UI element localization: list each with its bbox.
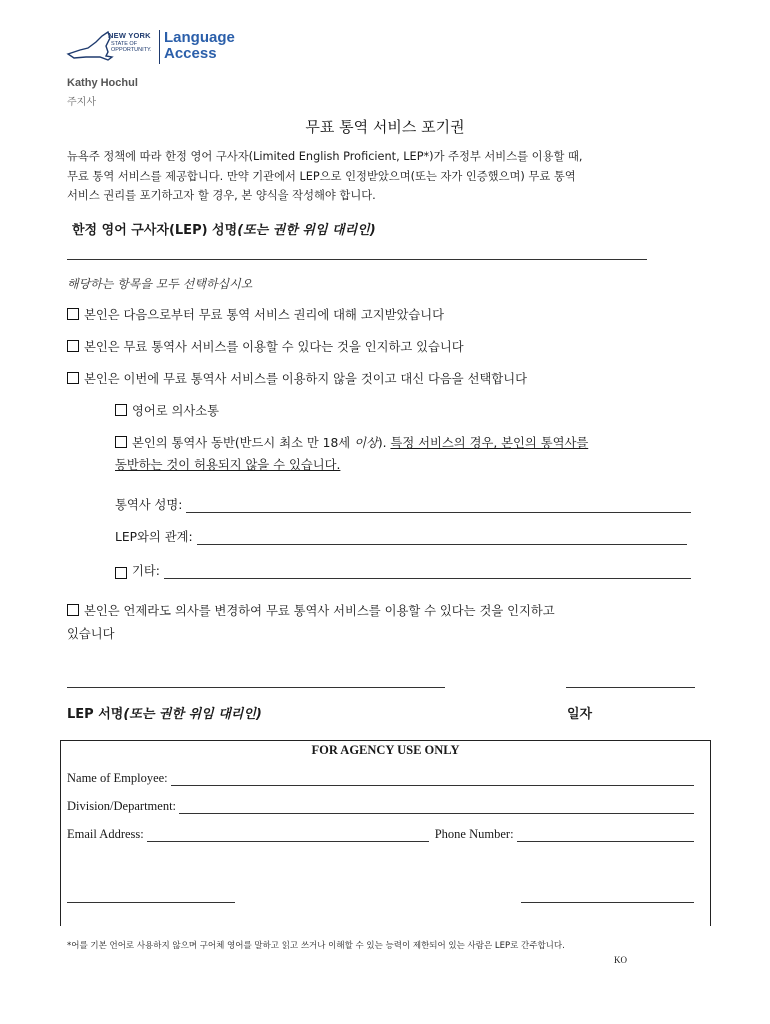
option-decline-checkbox[interactable] bbox=[67, 372, 79, 384]
other-checkbox[interactable] bbox=[115, 567, 127, 579]
division-label: Division/Department: bbox=[67, 799, 177, 813]
option-change-mind-label1: 본인은 언제라도 의사를 변경하여 무료 통역사 서비스를 이용할 수 있다는 것을 인지하고 bbox=[84, 604, 555, 618]
lep-signature-field[interactable] bbox=[67, 687, 445, 688]
logo-text-line1: Language bbox=[164, 29, 235, 46]
logo-tagline bbox=[111, 41, 155, 53]
lep-name-label-italic: (또는 권한 위임 대리인) bbox=[237, 223, 376, 238]
option-decline bbox=[67, 369, 527, 389]
phone-field[interactable] bbox=[517, 829, 694, 842]
footnote: *어를 기본 언어로 사용하지 않으며 구어체 영어를 말하고 읽고 쓰거나 이해할 수 있는 능력이 제한되어 있는 사람은 LEP로 간주합니다. bbox=[67, 941, 565, 951]
employee-name-field[interactable] bbox=[171, 773, 694, 786]
option-change-mind bbox=[67, 600, 707, 646]
agency-signature-field[interactable] bbox=[67, 902, 235, 903]
option-notified-checkbox[interactable] bbox=[67, 308, 79, 320]
other-label: 기타: bbox=[132, 564, 160, 578]
intro-line: 무료 통역 서비스를 제공합니다. 만약 기관에서 LEP으로 인정받았으며(또는 자가 인증했으며) 무료 통역 bbox=[67, 169, 576, 183]
interpreter-name-row bbox=[115, 495, 691, 513]
interpreter-name-field[interactable] bbox=[186, 498, 691, 513]
lep-signature-label-text: LEP 서명 bbox=[67, 707, 124, 722]
language-access-logo-text bbox=[164, 30, 235, 62]
lep-name-field[interactable] bbox=[67, 259, 647, 260]
sub-option-own-interpreter-warning2: 동반하는 것이 허용되지 않을 수 있습니다. bbox=[115, 458, 341, 472]
sub-option-own-interpreter-text: 본인의 통역사 동반(반드시 최소 만 18세 bbox=[132, 436, 355, 450]
lep-signature-label bbox=[67, 703, 262, 722]
lep-name-label bbox=[72, 219, 376, 238]
sub-option-own-interpreter bbox=[115, 432, 715, 476]
lep-name-label-text: 한정 영어 구사자(LEP) 성명 bbox=[72, 223, 238, 238]
logo-tagline-line1: STATE OF bbox=[111, 41, 138, 47]
governor-name: Kathy Hochul bbox=[67, 77, 138, 89]
email-field[interactable] bbox=[147, 829, 429, 842]
agency-date-field[interactable] bbox=[521, 902, 694, 903]
agency-use-title: FOR AGENCY USE ONLY bbox=[311, 743, 460, 757]
lep-signature-label-italic: (또는 권한 위임 대리인) bbox=[123, 707, 262, 722]
page-title: 무표 통역 서비스 포기권 bbox=[305, 118, 465, 136]
sub-option-own-interpreter-checkbox[interactable] bbox=[115, 436, 127, 448]
interpreter-name-label: 통역사 성명: bbox=[115, 498, 183, 512]
language-code: KO bbox=[614, 955, 627, 965]
option-aware-label: 본인은 무료 통역사 서비스를 이용할 수 있다는 것을 인지하고 있습니다 bbox=[84, 340, 464, 354]
division-row bbox=[67, 799, 694, 814]
date-field[interactable] bbox=[566, 687, 695, 688]
option-decline-label: 본인은 이번에 무료 통역사 서비스를 이용하지 않을 것이고 대신 다음을 선택합니다 bbox=[84, 372, 527, 386]
intro-line: 뉴욕주 정책에 따라 한정 영어 구사자(Limited English Proficient, LEP*)가 주정부 서비스를 이용할 때, bbox=[67, 150, 583, 163]
select-all-instruction: 해당하는 항목을 모두 선택하십시오 bbox=[67, 277, 253, 291]
phone-label: Phone Number: bbox=[434, 827, 514, 841]
sub-option-english bbox=[115, 401, 219, 421]
relation-field[interactable] bbox=[197, 530, 687, 545]
sub-option-own-interpreter-text2: ). bbox=[377, 436, 391, 450]
employee-name-row bbox=[67, 771, 694, 786]
intro-paragraph bbox=[67, 147, 707, 206]
sub-option-own-interpreter-warning1: 특정 서비스의 경우, 본인의 통역사를 bbox=[390, 436, 589, 450]
option-notified bbox=[67, 305, 444, 325]
option-aware bbox=[67, 337, 464, 357]
option-change-mind-checkbox[interactable] bbox=[67, 604, 79, 616]
other-row bbox=[115, 561, 691, 579]
governor-title: 주지사 bbox=[67, 97, 96, 108]
relation-row bbox=[115, 527, 687, 545]
intro-line: 서비스 권리를 포기하고자 할 경우, 본 양식을 작성해야 합니다. bbox=[67, 189, 376, 202]
sub-option-english-label: 영어로 의사소통 bbox=[132, 404, 220, 418]
email-phone-row bbox=[67, 827, 694, 842]
employee-name-label: Name of Employee: bbox=[67, 771, 168, 785]
sub-option-english-checkbox[interactable] bbox=[115, 404, 127, 416]
option-notified-label: 본인은 다음으로부터 무료 통역 서비스 권리에 대해 고지받았습니다 bbox=[84, 308, 444, 322]
logo-tagline-line2: OPPORTUNITY. bbox=[111, 47, 152, 53]
relation-label: LEP와의 관계: bbox=[115, 530, 193, 544]
sub-option-own-interpreter-italic: 이상 bbox=[354, 436, 378, 450]
email-label: Email Address: bbox=[67, 827, 144, 841]
other-field[interactable] bbox=[164, 564, 691, 579]
division-field[interactable] bbox=[179, 801, 694, 814]
logo-divider bbox=[159, 30, 160, 64]
logo-text-line2: Access bbox=[164, 45, 217, 62]
date-label: 일자 bbox=[567, 707, 593, 722]
option-change-mind-label2: 있습니다 bbox=[67, 627, 115, 641]
option-aware-checkbox[interactable] bbox=[67, 340, 79, 352]
logo-state-name: NEW YORK bbox=[108, 31, 151, 40]
